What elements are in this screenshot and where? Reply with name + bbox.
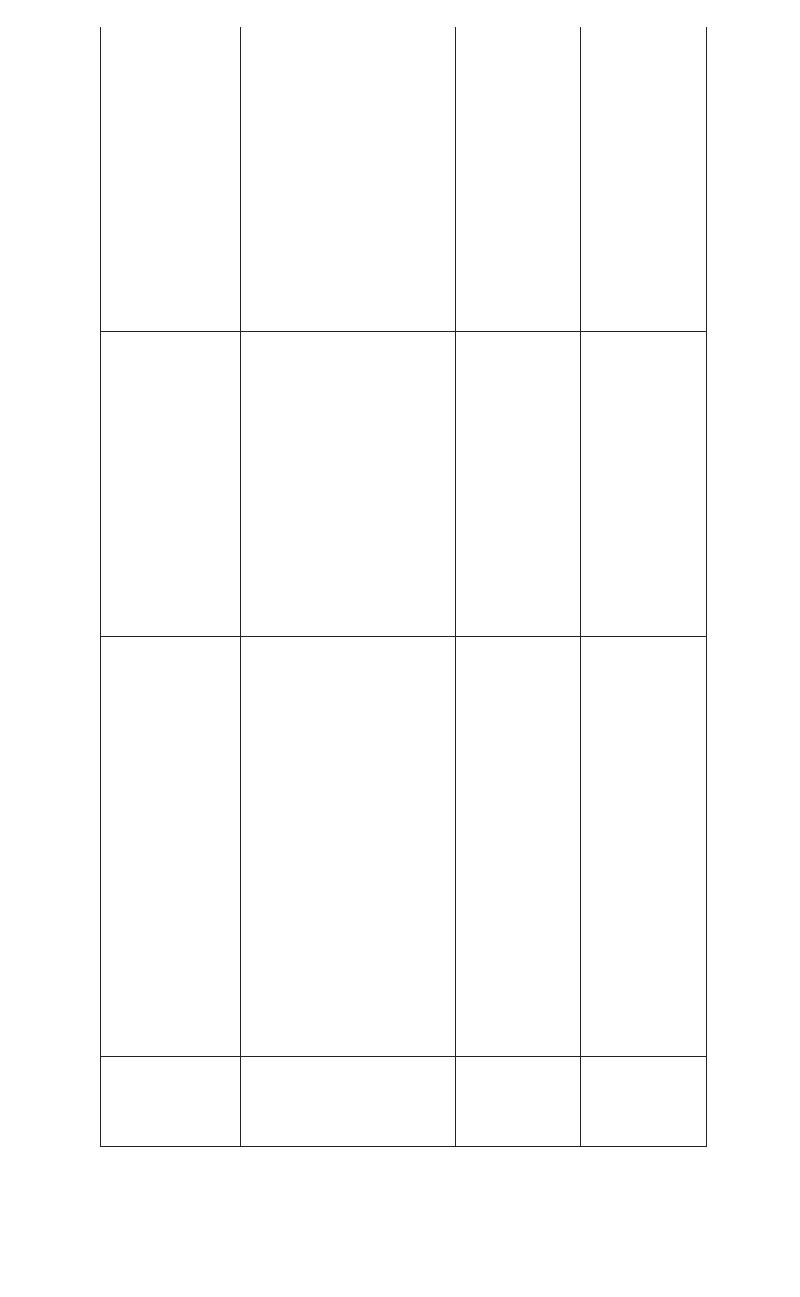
rule-bottom: [706, 27, 707, 1147]
rule-top: [100, 27, 101, 1147]
rule-header: [240, 27, 241, 1147]
rule-left: [100, 1146, 706, 1147]
rule-code: [100, 1056, 706, 1057]
rule-group: [100, 636, 706, 637]
rule-body: [455, 27, 456, 1147]
rule-summary: [580, 27, 581, 1147]
rule-males: [100, 331, 706, 332]
